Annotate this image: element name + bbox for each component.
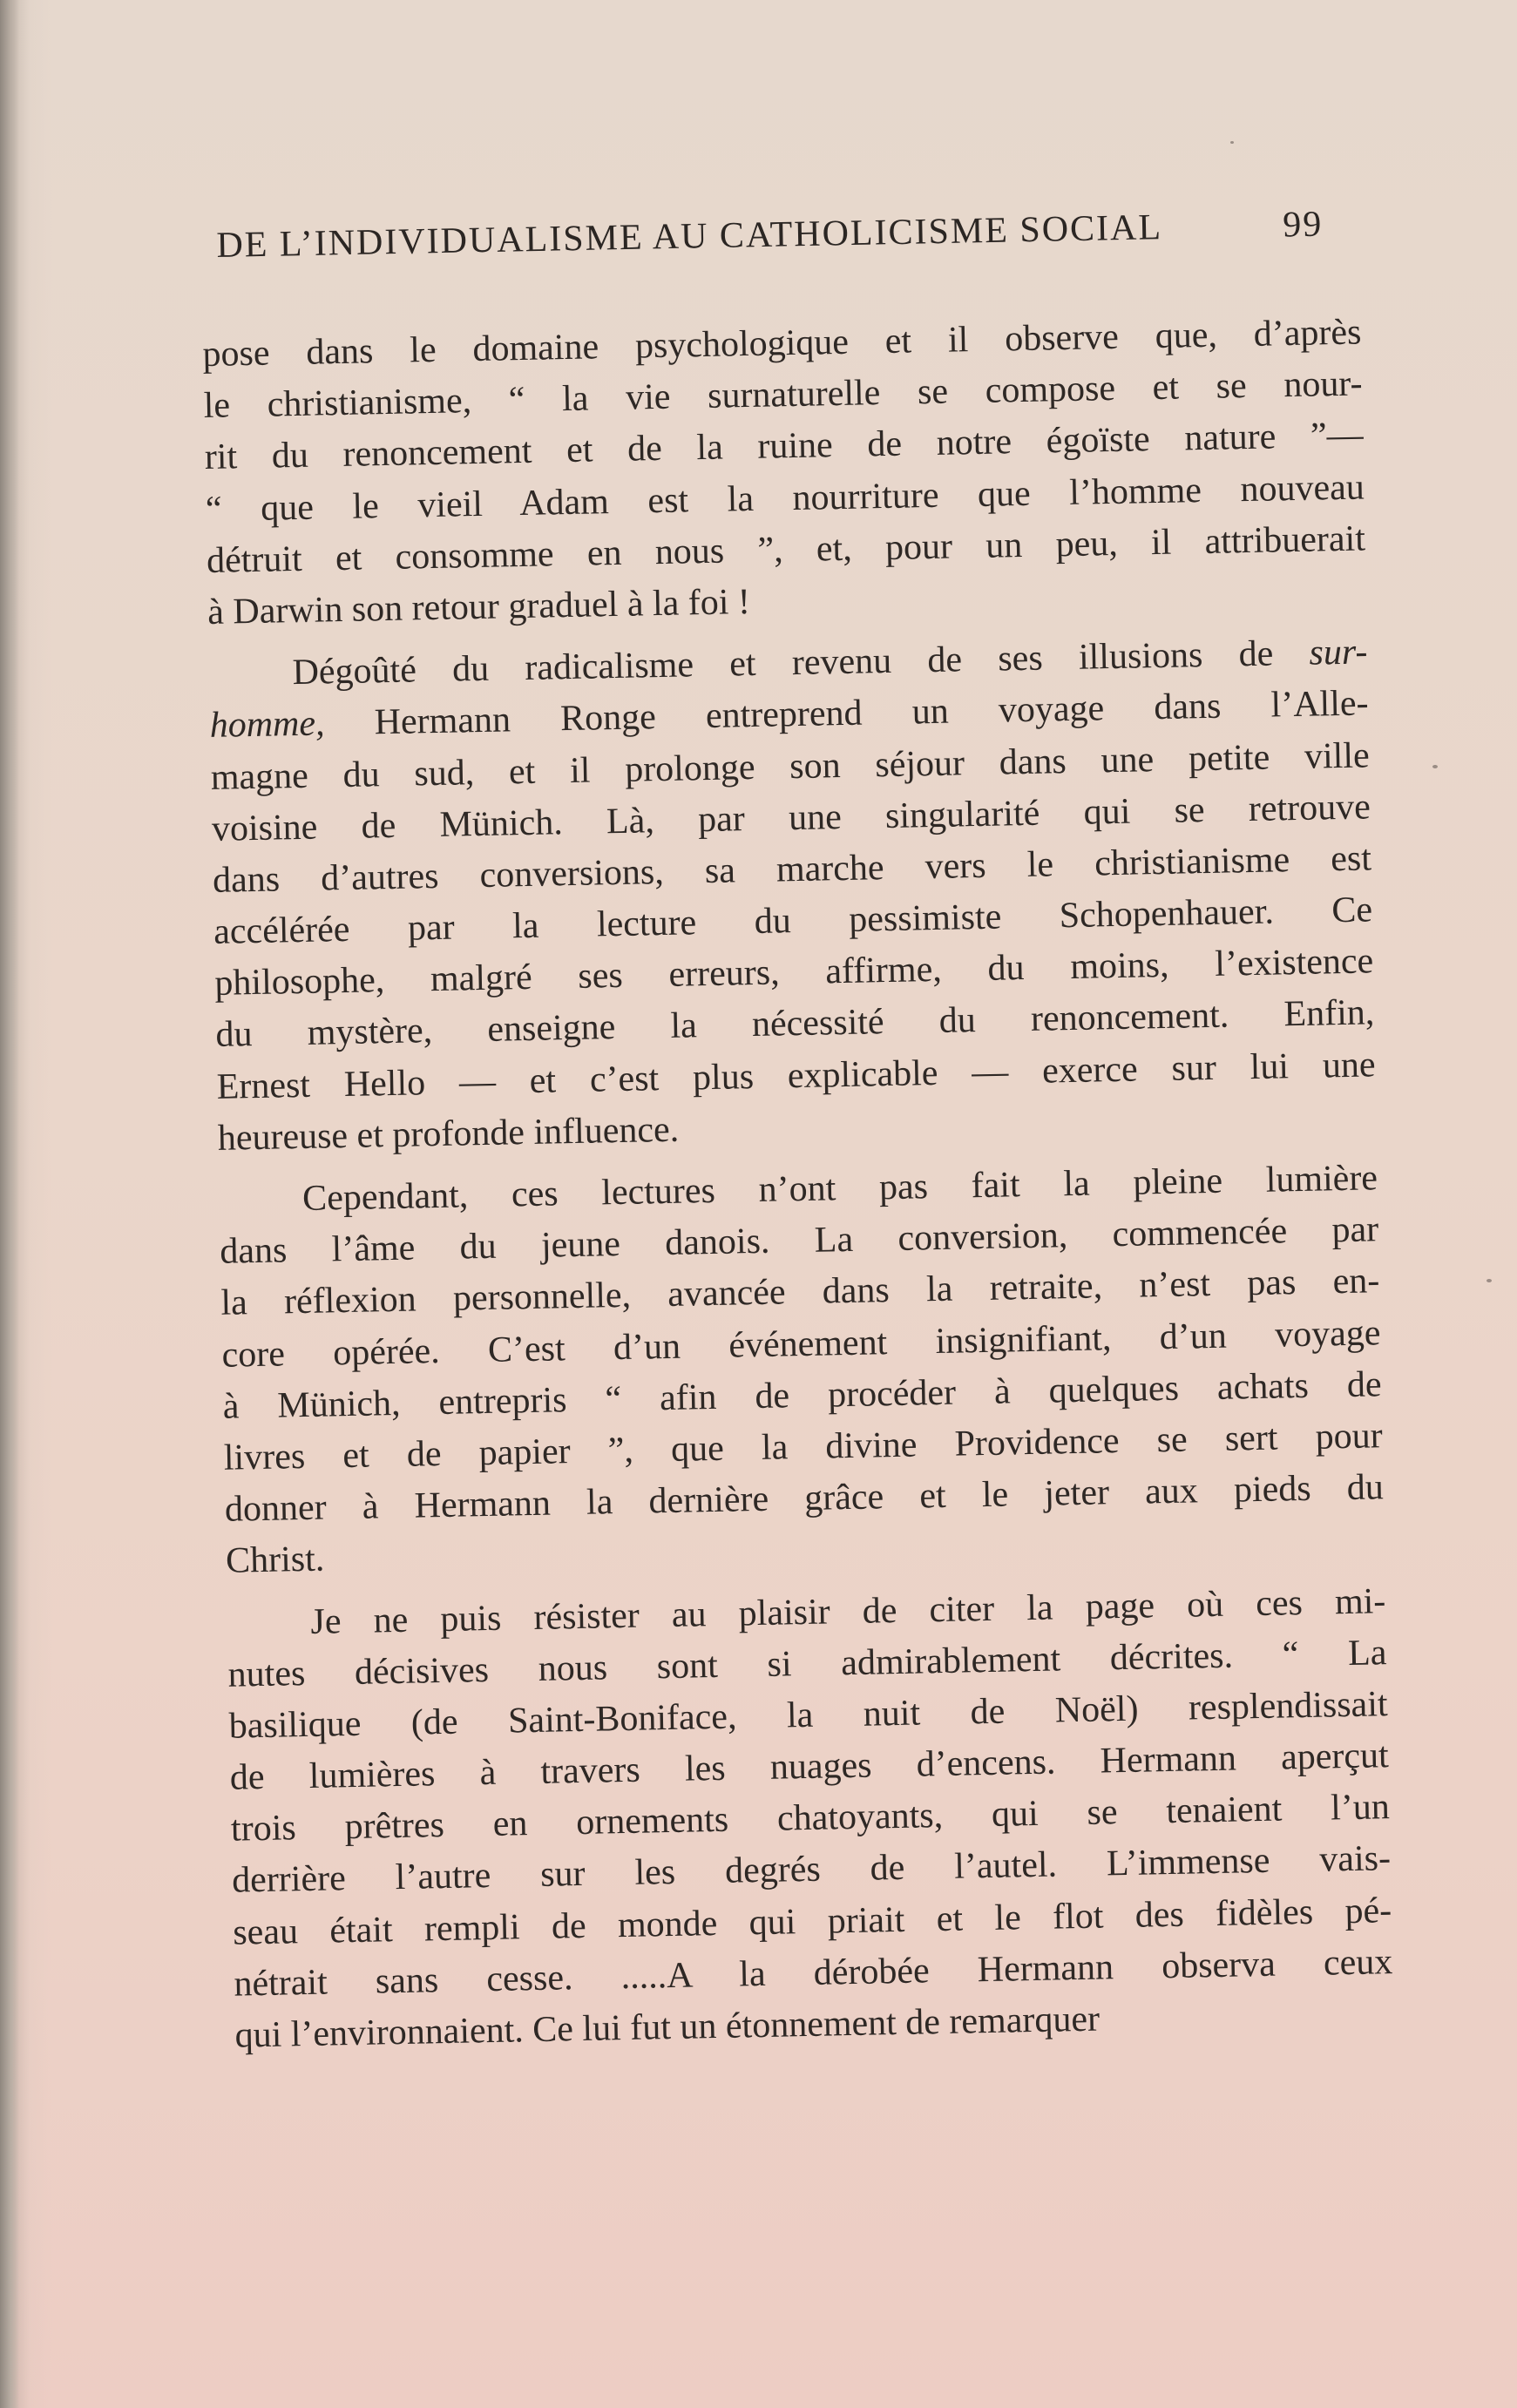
paragraph	[208, 627, 1377, 1165]
page-number: 99	[1282, 204, 1324, 246]
page-binding-shadow	[0, 0, 19, 2408]
text-line: homme, Hermann Ronge entreprend un voyage dans l’Alle-	[209, 683, 1369, 747]
text-line: basilique (de Saint-Boniface, la nuit de Noël) resplendissait	[228, 1684, 1388, 1747]
text-line: nutes décisives nous sont si admirablement décrites. “ La	[227, 1632, 1387, 1695]
text-line: accélérée par la lecture du pessimiste Schopenhauer. Ce	[213, 889, 1373, 952]
text-line: donner à Hermann la dernière grâce et le jeter aux pieds du	[224, 1467, 1385, 1530]
text-line: Cependant, ces lectures n’ont pas fait la pleine lumière	[301, 1158, 1378, 1219]
text-line: le christianisme, “ la vie surnaturelle se compose et se nour-	[203, 363, 1363, 427]
text-line: derrière l’autre sur les degrés de l’autel. L’immense vais-	[231, 1838, 1392, 1902]
paper-speck	[1230, 141, 1234, 144]
text-line: qui l’environnaient. Ce lui fut un étonnement de remarquer	[234, 1999, 1101, 2056]
text-line: livres et de papier ”, que la divine Providence se sert pour	[223, 1416, 1384, 1478]
text-line: Christ.	[225, 1539, 325, 1582]
text-line: core opérée. C’est d’un événement insignifiant, d’un voyage	[221, 1312, 1381, 1376]
text-line: dans d’autres conversions, sa marche vers le christianisme est	[212, 838, 1372, 901]
running-header	[216, 204, 1324, 286]
text-line: dans l’âme du jeune danois. La conversion, commencée par	[219, 1209, 1379, 1272]
text-line: pose dans le domaine psychologique et il observe que, d’après	[202, 312, 1362, 375]
text-line: nétrait sans cesse. .....A la dérobée Hermann observa ceux	[234, 1941, 1393, 2005]
text-line: seau était rempli de monde qui priait et le flot des fidèles pé-	[232, 1890, 1392, 1953]
paragraph	[202, 307, 1367, 639]
text-line: heureuse et profonde influence.	[217, 1109, 680, 1159]
text-line: philosophe, malgré ses erreurs, affirme, du moins, l’existence	[213, 941, 1374, 1004]
paper-speck	[1432, 765, 1438, 768]
running-header-title: DE L’INDIVIDUALISME AU CATHOLICISME SOCIAL	[216, 207, 1163, 266]
body-text	[202, 307, 1394, 2061]
text-line: détruit et consomme en nous ”, et, pour un peu, il attribuerait	[206, 518, 1366, 581]
text-line: la réflexion personnelle, avancée dans la retraite, n’est pas en-	[220, 1261, 1380, 1324]
text-line: à Darwin son retour graduel à la foi !	[207, 581, 751, 632]
paragraph	[219, 1153, 1385, 1587]
paragraph	[227, 1576, 1394, 2062]
text-line: Ernest Hello — et c’est plus explicable — exerce sur lui une	[216, 1044, 1376, 1107]
text-line: trois prêtres en ornements chatoyants, qui se tenaient l’un	[230, 1787, 1391, 1850]
text-line: à Münich, entrepris “ afin de procéder à quelques achats de	[222, 1363, 1382, 1427]
paper-speck	[1487, 1279, 1492, 1282]
text-line: magne du sud, et il prolonge son séjour dans une petite ville	[210, 734, 1371, 798]
text-line: de lumières à travers les nuages d’encens. Hermann aperçut	[229, 1735, 1390, 1798]
text-line: du mystère, enseigne la nécessité du renoncement. Enfin,	[215, 992, 1375, 1056]
text-line: “ que le vieil Adam est la nourriture que l’homme nouveau	[205, 466, 1365, 530]
text-line: Dégoûté du radicalisme et revenu de ses illusions de sur-	[292, 632, 1368, 693]
text-line: rit du renoncement et de la ruine de notre égoïste nature ”—	[204, 415, 1365, 478]
text-line: Je ne puis résister au plaisir de citer la page où ces mi-	[310, 1580, 1386, 1642]
text-line: voisine de Münich. Là, par une singularité qui se retrouve	[211, 787, 1371, 849]
